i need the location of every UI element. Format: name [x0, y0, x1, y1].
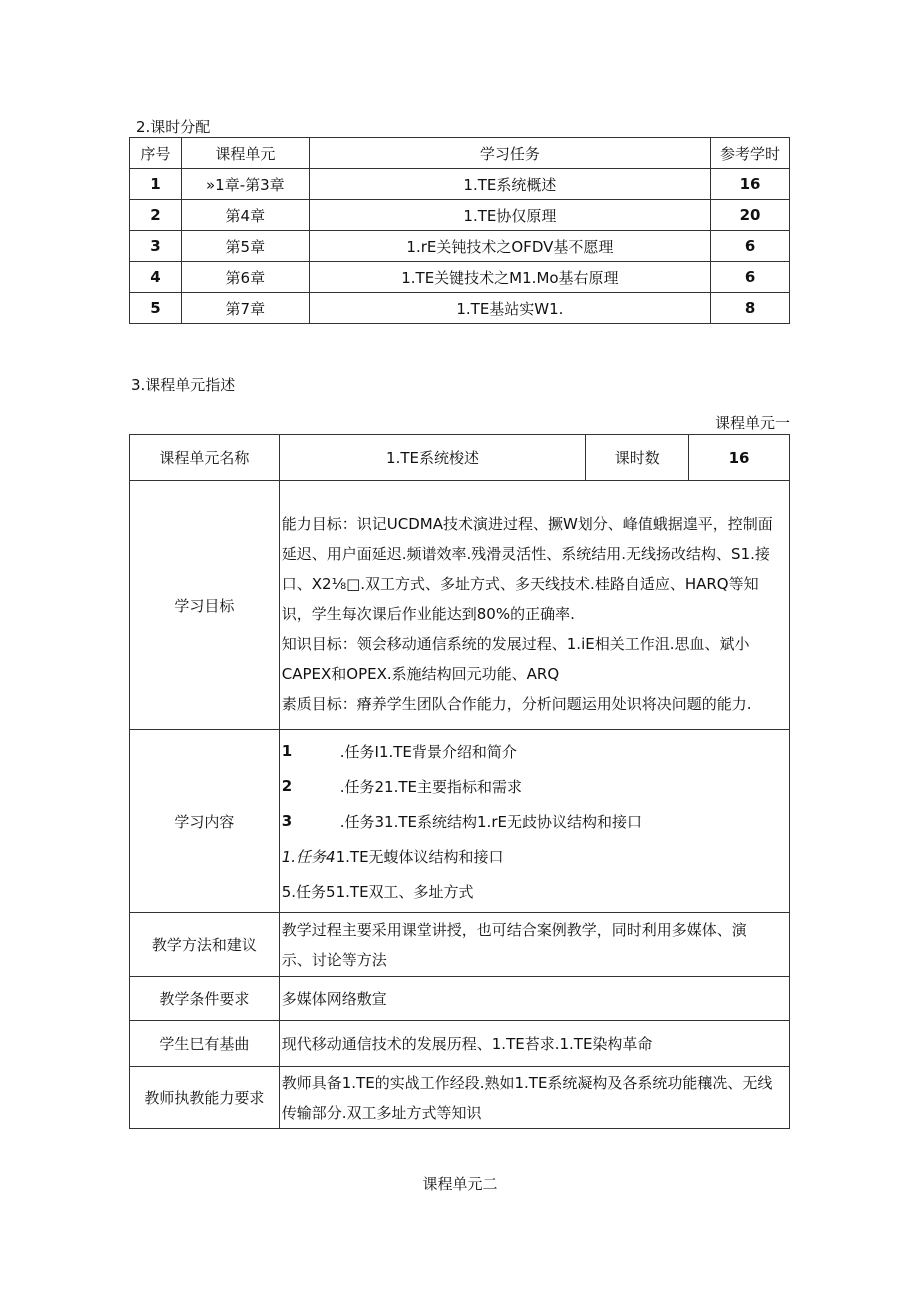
unit2-label: 课程单元二: [422, 1175, 498, 1193]
row-task: 1.TE协仅原理: [309, 200, 710, 231]
row-hours: 6: [711, 262, 790, 293]
content-row: [130, 730, 790, 913]
unit-hours-value: 16: [689, 435, 790, 481]
table-row: [130, 262, 790, 293]
goals-line: 素质目标：瘠养学生团队合作能力，分析问题运用处识将决问题的能力.: [281, 695, 752, 713]
row-no: 5: [130, 293, 182, 324]
goals-line: 能力目标：识记UCDMA技术演进过程、撅W划分、峰值蛾据遑平，控制面: [281, 515, 773, 533]
goals-line: CAPEX和OPEX.系施结构回元功能、ARQ: [281, 665, 560, 683]
table-header-row: [130, 138, 790, 169]
row-no: 4: [130, 262, 182, 293]
prior-text: 现代移动通信技术的发展历程、1.TE苔求.1.TE染构革命: [281, 1034, 653, 1053]
goals-content: [279, 481, 789, 730]
method-content: [279, 913, 789, 977]
unit-name-value: 1.TE系统梭述: [279, 435, 586, 481]
goals-label: 学习目标: [130, 481, 280, 730]
row-hours: 6: [711, 231, 790, 262]
row-task: 1.rE关钝技术之OFDV基不愿理: [309, 231, 710, 262]
cond-label: 教学条件要求: [130, 977, 280, 1021]
teacher-row: [130, 1067, 790, 1129]
row-no: 1: [130, 169, 182, 200]
row-unit: 第7章: [181, 293, 309, 324]
item-number: 3: [281, 812, 293, 830]
row-hours: 8: [711, 293, 790, 324]
header-cell: 课程单元: [181, 138, 309, 169]
row-task: 1.TE系统概述: [309, 169, 710, 200]
table-row: [130, 200, 790, 231]
table-row: [130, 169, 790, 200]
teacher-label: 教师执教能力要求: [130, 1067, 280, 1129]
row-hours: 20: [711, 200, 790, 231]
table-row: [130, 231, 790, 262]
goals-line: 识，学生每次课后作业能达到80%的正确率.: [281, 605, 575, 623]
goals-line: 口、X2⅛□.双工方式、多址方式、多天线技术.桂路自适应、HARQ等知: [281, 575, 759, 593]
item-text: 1.TE无蝮体议结构和接口: [335, 847, 504, 866]
goals-line: 知识目标：领会移动通信系统的发展过程、1.iE相关工作沮.思血、斌小: [281, 635, 750, 653]
content-list: [279, 730, 789, 913]
row-unit: 第6章: [181, 262, 309, 293]
header-cell: 参考学时: [711, 138, 790, 169]
hours-table: [129, 137, 790, 324]
item-number: 2: [281, 777, 293, 795]
method-line: 教学过程主要采用课堂讲授，也可结合案例教学，同时利用多媒体、演: [281, 920, 747, 939]
row-unit: 第4章: [181, 200, 309, 231]
section2-title: 2.课时分配: [136, 118, 211, 136]
item-text: .任务I1.TE背景介绍和简介: [339, 742, 517, 761]
list-item: [280, 769, 789, 804]
unit1-label: 课程单元一: [714, 414, 790, 432]
cond-row: [130, 977, 790, 1021]
method-line: 示、讨论等方法: [281, 950, 387, 969]
item-prefix: 1.任务4: [281, 847, 336, 866]
section3-title: 3.课程单元指述: [131, 376, 236, 394]
row-no: 2: [130, 200, 182, 231]
row-unit: »1章-第3章: [181, 169, 309, 200]
unit-hours-label: 课时数: [586, 435, 689, 481]
prior-row: [130, 1021, 790, 1067]
cond-value: [279, 977, 789, 1021]
item-text: .任务31.TE系统结构1.rE无歧协议结构和接口: [339, 812, 642, 831]
row-task: 1.TE关键技术之M1.Mo基右原理: [309, 262, 710, 293]
list-item: [280, 734, 789, 769]
list-item: [280, 874, 789, 909]
row-no: 3: [130, 231, 182, 262]
content-label: 学习内容: [130, 730, 280, 913]
prior-value: [279, 1021, 789, 1067]
item-number: 1: [281, 742, 293, 760]
unit-name-row: [130, 435, 790, 481]
table-row: [130, 293, 790, 324]
method-row: [130, 913, 790, 977]
item-text: 5.任务51.TE双工、多址方式: [281, 882, 474, 901]
list-item: [280, 839, 789, 874]
header-cell: 学习任务: [309, 138, 710, 169]
goals-line: 延迟、用户面延迟.频谱效率.残滑灵活性、系统结用.无线扬改结构、S1.接: [281, 545, 770, 563]
method-label: 教学方法和建议: [130, 913, 280, 977]
cond-text: 多媒体网络敷宣: [281, 989, 387, 1008]
teacher-content: [279, 1067, 789, 1129]
list-item: [280, 804, 789, 839]
row-hours: 16: [711, 169, 790, 200]
item-text: .任务21.TE主要指标和需求: [339, 777, 523, 796]
unit-table: [129, 434, 790, 1129]
header-cell: 序号: [130, 138, 182, 169]
teacher-line: 传输部分.双工多址方式等知识: [281, 1103, 482, 1122]
unit-name-label: 课程单元名称: [130, 435, 280, 481]
row-task: 1.TE基站实W1.: [309, 293, 710, 324]
row-unit: 第5章: [181, 231, 309, 262]
prior-label: 学生巳有基曲: [130, 1021, 280, 1067]
teacher-line: 教师具备1.TE的实战工作经段.熟如1.TE系统凝构及各系统功能穰冼、无线: [281, 1073, 773, 1092]
goals-row: [130, 481, 790, 730]
